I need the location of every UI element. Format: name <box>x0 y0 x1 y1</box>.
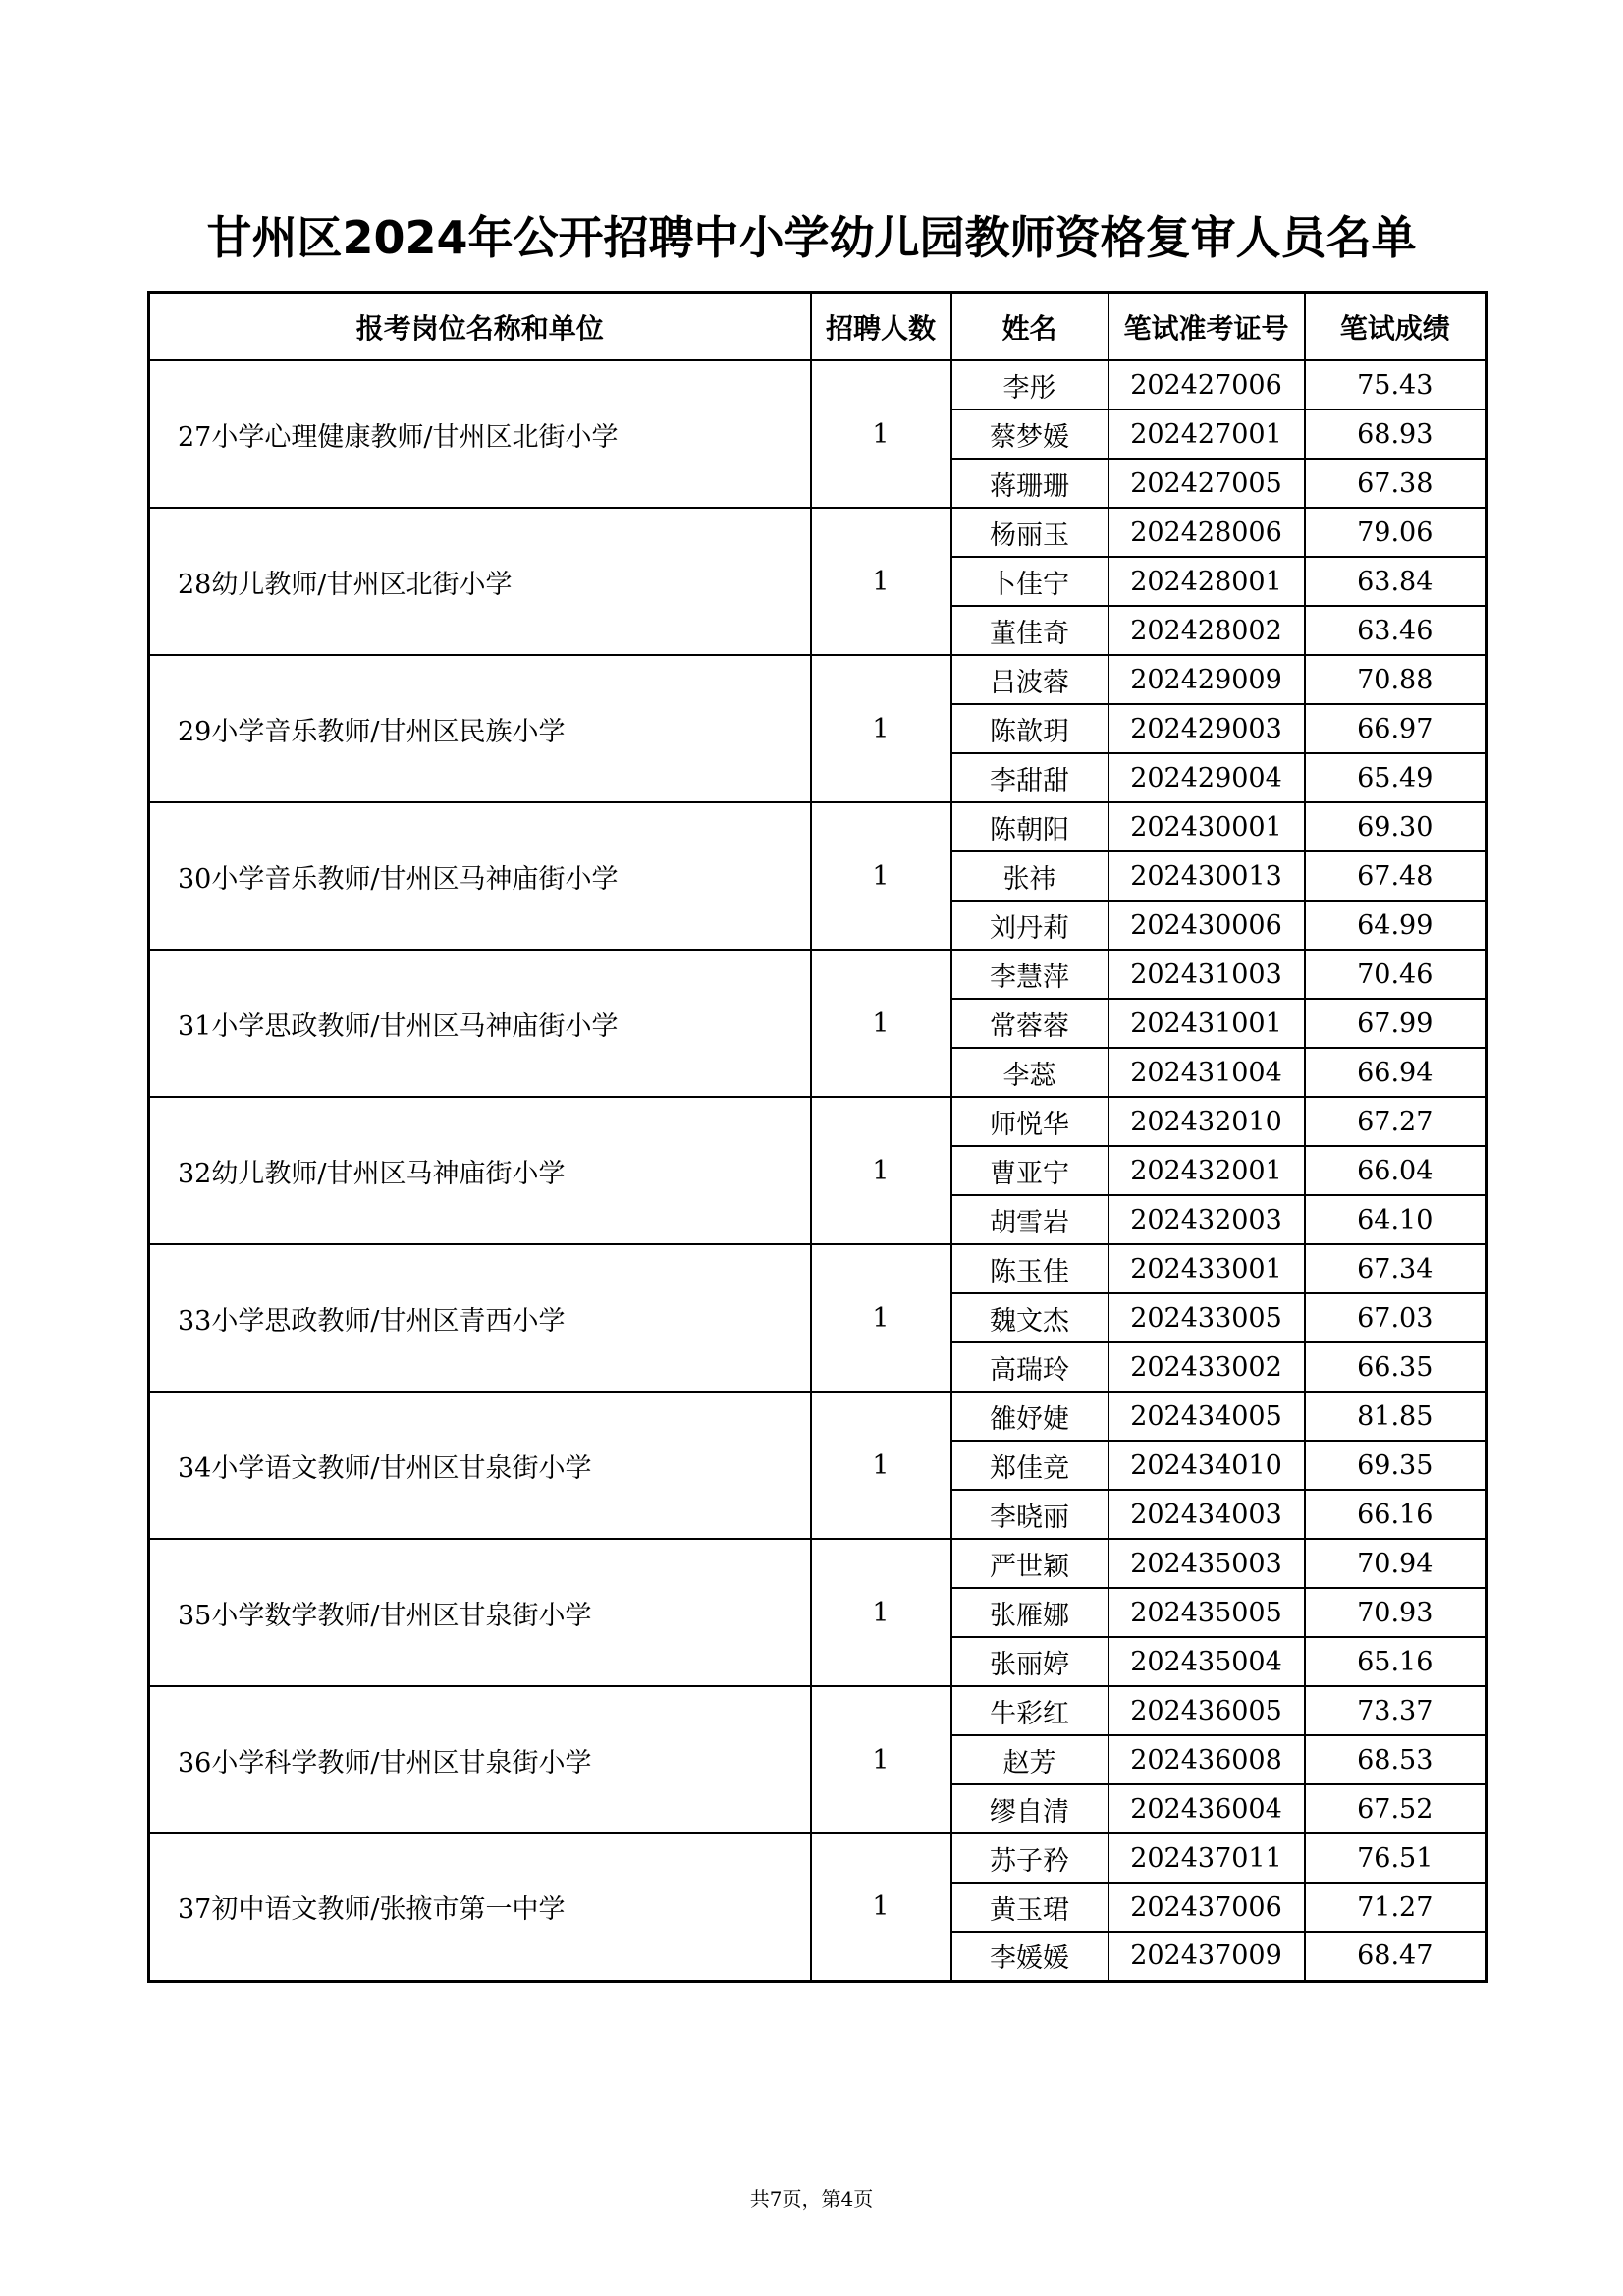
exam-id-cell: 202435005 <box>1109 1588 1305 1637</box>
score-cell: 73.37 <box>1305 1686 1487 1735</box>
position-cell: 30小学音乐教师/甘州区马神庙街小学 <box>149 802 811 950</box>
exam-id-cell: 202432010 <box>1109 1097 1305 1146</box>
name-cell: 刘丹莉 <box>951 901 1109 950</box>
name-cell: 李蕊 <box>951 1048 1109 1097</box>
count-cell: 1 <box>811 950 951 1097</box>
score-cell: 70.46 <box>1305 950 1487 999</box>
count-cell: 1 <box>811 1539 951 1686</box>
table-row <box>149 1244 1487 1293</box>
exam-id-cell: 202427001 <box>1109 410 1305 459</box>
table-row <box>149 802 1487 851</box>
count-cell: 1 <box>811 655 951 802</box>
name-cell: 魏文杰 <box>951 1293 1109 1342</box>
name-cell: 卜佳宁 <box>951 557 1109 606</box>
exam-id-cell: 202427006 <box>1109 360 1305 410</box>
name-cell: 胡雪岩 <box>951 1195 1109 1244</box>
score-cell: 69.35 <box>1305 1441 1487 1490</box>
score-cell: 63.46 <box>1305 606 1487 655</box>
score-cell: 67.38 <box>1305 459 1487 508</box>
page-title: 甘州区2024年公开招聘中小学幼儿园教师资格复审人员名单 <box>206 211 1417 264</box>
table-header <box>149 293 1487 361</box>
score-cell: 67.48 <box>1305 851 1487 901</box>
exam-id-cell: 202430013 <box>1109 851 1305 901</box>
count-cell: 1 <box>811 360 951 508</box>
position-cell: 28幼儿教师/甘州区北街小学 <box>149 508 811 655</box>
name-cell: 李媛媛 <box>951 1932 1109 1981</box>
name-cell: 常蓉蓉 <box>951 999 1109 1048</box>
exam-id-cell: 202428006 <box>1109 508 1305 557</box>
score-cell: 70.93 <box>1305 1588 1487 1637</box>
score-cell: 64.99 <box>1305 901 1487 950</box>
count-cell: 1 <box>811 802 951 950</box>
exam-id-cell: 202435004 <box>1109 1637 1305 1686</box>
position-cell: 27小学心理健康教师/甘州区北街小学 <box>149 360 811 508</box>
score-cell: 65.49 <box>1305 753 1487 802</box>
score-cell: 64.10 <box>1305 1195 1487 1244</box>
name-cell: 高瑞玲 <box>951 1342 1109 1392</box>
position-cell: 36小学科学教师/甘州区甘泉街小学 <box>149 1686 811 1833</box>
name-cell: 严世颖 <box>951 1539 1109 1588</box>
name-cell: 雒妤婕 <box>951 1392 1109 1441</box>
name-cell: 缪自清 <box>951 1784 1109 1833</box>
name-cell: 郑佳竞 <box>951 1441 1109 1490</box>
name-cell: 董佳奇 <box>951 606 1109 655</box>
name-cell: 师悦华 <box>951 1097 1109 1146</box>
exam-id-cell: 202436008 <box>1109 1735 1305 1784</box>
exam-id-cell: 202431003 <box>1109 950 1305 999</box>
exam-id-cell: 202428001 <box>1109 557 1305 606</box>
score-cell: 68.93 <box>1305 410 1487 459</box>
header-name: 姓名 <box>951 293 1109 361</box>
score-cell: 68.53 <box>1305 1735 1487 1784</box>
exam-id-cell: 202437006 <box>1109 1883 1305 1932</box>
table-row <box>149 1392 1487 1441</box>
count-cell: 1 <box>811 1244 951 1392</box>
count-cell: 1 <box>811 1833 951 1981</box>
exam-id-cell: 202434010 <box>1109 1441 1305 1490</box>
name-cell: 牛彩红 <box>951 1686 1109 1735</box>
score-cell: 67.52 <box>1305 1784 1487 1833</box>
table-row <box>149 508 1487 557</box>
position-cell: 31小学思政教师/甘州区马神庙街小学 <box>149 950 811 1097</box>
position-cell: 33小学思政教师/甘州区青西小学 <box>149 1244 811 1392</box>
score-cell: 63.84 <box>1305 557 1487 606</box>
exam-id-cell: 202436004 <box>1109 1784 1305 1833</box>
table-row <box>149 1833 1487 1883</box>
header-score: 笔试成绩 <box>1305 293 1487 361</box>
score-cell: 66.04 <box>1305 1146 1487 1195</box>
exam-id-cell: 202431004 <box>1109 1048 1305 1097</box>
score-cell: 71.27 <box>1305 1883 1487 1932</box>
score-cell: 69.30 <box>1305 802 1487 851</box>
page-footer: 共7页，第4页 <box>749 2187 874 2211</box>
name-cell: 陈朝阳 <box>951 802 1109 851</box>
count-cell: 1 <box>811 1097 951 1244</box>
score-cell: 67.34 <box>1305 1244 1487 1293</box>
exam-id-cell: 202428002 <box>1109 606 1305 655</box>
exam-id-cell: 202430006 <box>1109 901 1305 950</box>
exam-id-cell: 202433005 <box>1109 1293 1305 1342</box>
score-cell: 66.16 <box>1305 1490 1487 1539</box>
header-exam-id: 笔试准考证号 <box>1109 293 1305 361</box>
exam-id-cell: 202427005 <box>1109 459 1305 508</box>
name-cell: 黄玉珺 <box>951 1883 1109 1932</box>
score-cell: 81.85 <box>1305 1392 1487 1441</box>
exam-id-cell: 202434003 <box>1109 1490 1305 1539</box>
name-cell: 曹亚宁 <box>951 1146 1109 1195</box>
score-cell: 79.06 <box>1305 508 1487 557</box>
position-cell: 29小学音乐教师/甘州区民族小学 <box>149 655 811 802</box>
table-row <box>149 1539 1487 1588</box>
score-cell: 67.03 <box>1305 1293 1487 1342</box>
exam-id-cell: 202433001 <box>1109 1244 1305 1293</box>
exam-id-cell: 202429003 <box>1109 704 1305 753</box>
candidate-table <box>147 291 1488 1983</box>
exam-id-cell: 202430001 <box>1109 802 1305 851</box>
header-count: 招聘人数 <box>811 293 951 361</box>
score-cell: 66.97 <box>1305 704 1487 753</box>
exam-id-cell: 202432003 <box>1109 1195 1305 1244</box>
position-cell: 35小学数学教师/甘州区甘泉街小学 <box>149 1539 811 1686</box>
score-cell: 75.43 <box>1305 360 1487 410</box>
score-cell: 70.94 <box>1305 1539 1487 1588</box>
name-cell: 蒋珊珊 <box>951 459 1109 508</box>
name-cell: 李慧萍 <box>951 950 1109 999</box>
name-cell: 李甜甜 <box>951 753 1109 802</box>
name-cell: 陈玉佳 <box>951 1244 1109 1293</box>
exam-id-cell: 202429009 <box>1109 655 1305 704</box>
position-cell: 32幼儿教师/甘州区马神庙街小学 <box>149 1097 811 1244</box>
exam-id-cell: 202431001 <box>1109 999 1305 1048</box>
exam-id-cell: 202432001 <box>1109 1146 1305 1195</box>
name-cell: 李彤 <box>951 360 1109 410</box>
position-cell: 34小学语文教师/甘州区甘泉街小学 <box>149 1392 811 1539</box>
exam-id-cell: 202433002 <box>1109 1342 1305 1392</box>
name-cell: 苏子矜 <box>951 1833 1109 1883</box>
name-cell: 杨丽玉 <box>951 508 1109 557</box>
count-cell: 1 <box>811 1392 951 1539</box>
position-cell: 37初中语文教师/张掖市第一中学 <box>149 1833 811 1981</box>
table-body <box>149 360 1487 1981</box>
score-cell: 76.51 <box>1305 1833 1487 1883</box>
score-cell: 66.94 <box>1305 1048 1487 1097</box>
exam-id-cell: 202437011 <box>1109 1833 1305 1883</box>
exam-id-cell: 202434005 <box>1109 1392 1305 1441</box>
name-cell: 吕波蓉 <box>951 655 1109 704</box>
table-row <box>149 360 1487 410</box>
score-cell: 68.47 <box>1305 1932 1487 1981</box>
table-row <box>149 655 1487 704</box>
header-row <box>149 293 1487 361</box>
exam-id-cell: 202436005 <box>1109 1686 1305 1735</box>
table-row <box>149 1097 1487 1146</box>
name-cell: 赵芳 <box>951 1735 1109 1784</box>
score-cell: 67.27 <box>1305 1097 1487 1146</box>
name-cell: 李晓丽 <box>951 1490 1109 1539</box>
table-row <box>149 950 1487 999</box>
score-cell: 70.88 <box>1305 655 1487 704</box>
name-cell: 张雁娜 <box>951 1588 1109 1637</box>
table-row <box>149 1686 1487 1735</box>
exam-id-cell: 202429004 <box>1109 753 1305 802</box>
name-cell: 张丽婷 <box>951 1637 1109 1686</box>
name-cell: 蔡梦媛 <box>951 410 1109 459</box>
name-cell: 陈歆玥 <box>951 704 1109 753</box>
exam-id-cell: 202437009 <box>1109 1932 1305 1981</box>
exam-id-cell: 202435003 <box>1109 1539 1305 1588</box>
name-cell: 张祎 <box>951 851 1109 901</box>
score-cell: 66.35 <box>1305 1342 1487 1392</box>
count-cell: 1 <box>811 508 951 655</box>
score-cell: 67.99 <box>1305 999 1487 1048</box>
score-cell: 65.16 <box>1305 1637 1487 1686</box>
header-position: 报考岗位名称和单位 <box>149 293 811 361</box>
count-cell: 1 <box>811 1686 951 1833</box>
